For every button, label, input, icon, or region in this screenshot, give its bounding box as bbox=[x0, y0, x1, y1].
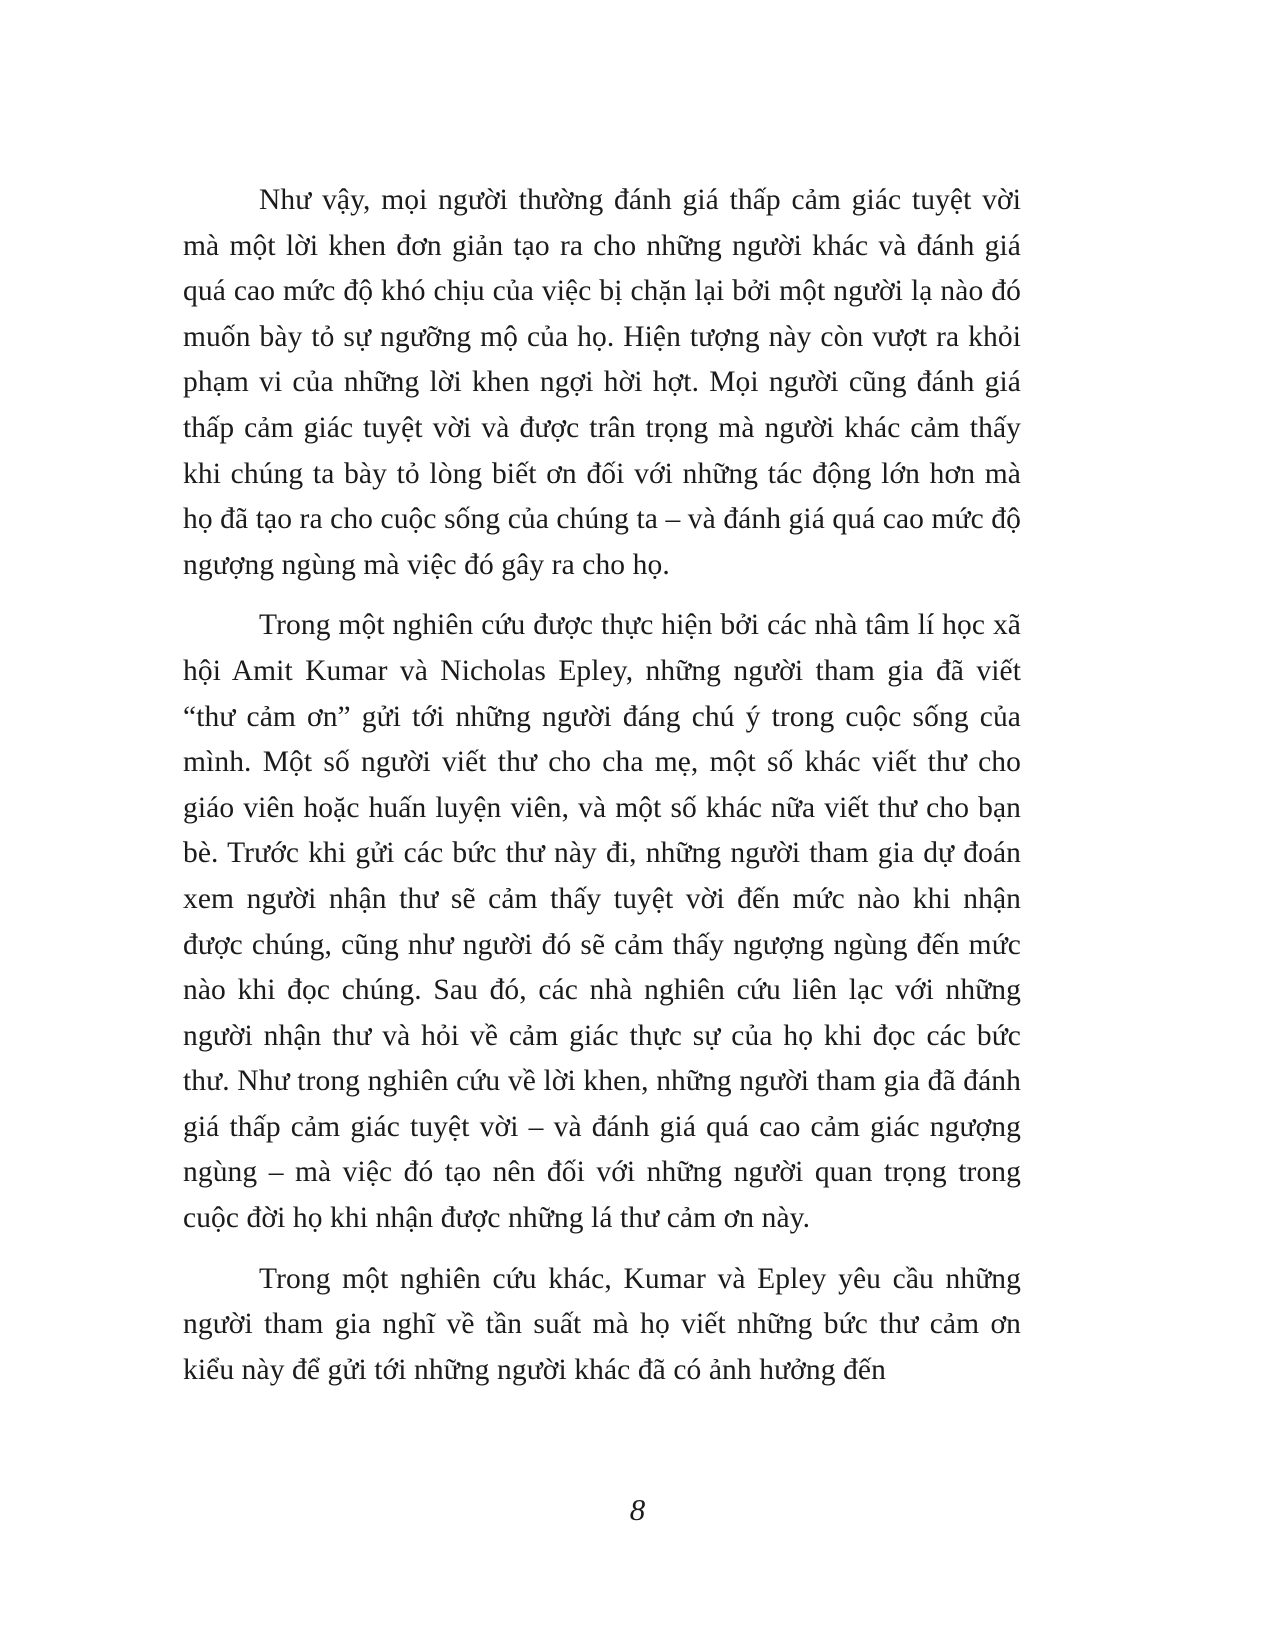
page-number: 8 bbox=[629, 1492, 646, 1527]
paragraph: Như vậy, mọi người thường đánh giá thấp cảm giác tuyệt vời mà một lời khen đơn giản tạo ra cho những người khác và đánh giá quá cao mức độ khó chịu của việc bị chặn lại bởi một người lạ nào đó muốn bày tỏ sự ngưỡng mộ của họ. Hiện tượng này còn vượt ra khỏi phạm vi của những lời khen ngợi hời hợt. Mọi người cũng đánh giá thấp cảm giác tuyệt vời và được trân trọng mà người khác cảm thấy khi chúng ta bày tỏ lòng biết ơn đối với những tác động lớn hơn mà họ đã tạo ra cho cuộc sống của chúng ta – và đánh giá quá cao mức độ ngượng ngùng mà việc đó gây ra cho họ. bbox=[183, 184, 1021, 581]
page-content bbox=[183, 178, 1021, 1393]
paragraph: Trong một nghiên cứu khác, Kumar và Epley yêu cầu những người tham gia nghĩ về tần suất mà họ viết những bức thư cảm ơn kiểu này để gửi tới những người khác đã có ảnh hưởng đến bbox=[183, 1262, 1021, 1386]
paragraph: Trong một nghiên cứu được thực hiện bởi các nhà tâm lí học xã hội Amit Kumar và Nicholas Epley, những người tham gia đã viết “thư cảm ơn” gửi tới những người đáng chú ý trong cuộc sống của mình. Một số người viết thư cho cha mẹ, một số khác viết thư cho giáo viên hoặc huấn luyện viên, và một số khác nữa viết thư cho bạn bè. Trước khi gửi các bức thư này đi, những người tham gia dự đoán xem người nhận thư sẽ cảm thấy tuyệt vời đến mức nào khi nhận được chúng, cũng như người đó sẽ cảm thấy ngượng ngùng đến mức nào khi đọc chúng. Sau đó, các nhà nghiên cứu liên lạc với những người nhận thư và hỏi về cảm giác thực sự của họ khi đọc các bức thư. Như trong nghiên cứu về lời khen, những người tham gia đã đánh giá thấp cảm giác tuyệt vời – và đánh giá quá cao cảm giác ngượng ngùng – mà việc đó tạo nên đối với những người quan trọng trong cuộc đời họ khi nhận được những lá thư cảm ơn này. bbox=[183, 609, 1021, 1235]
